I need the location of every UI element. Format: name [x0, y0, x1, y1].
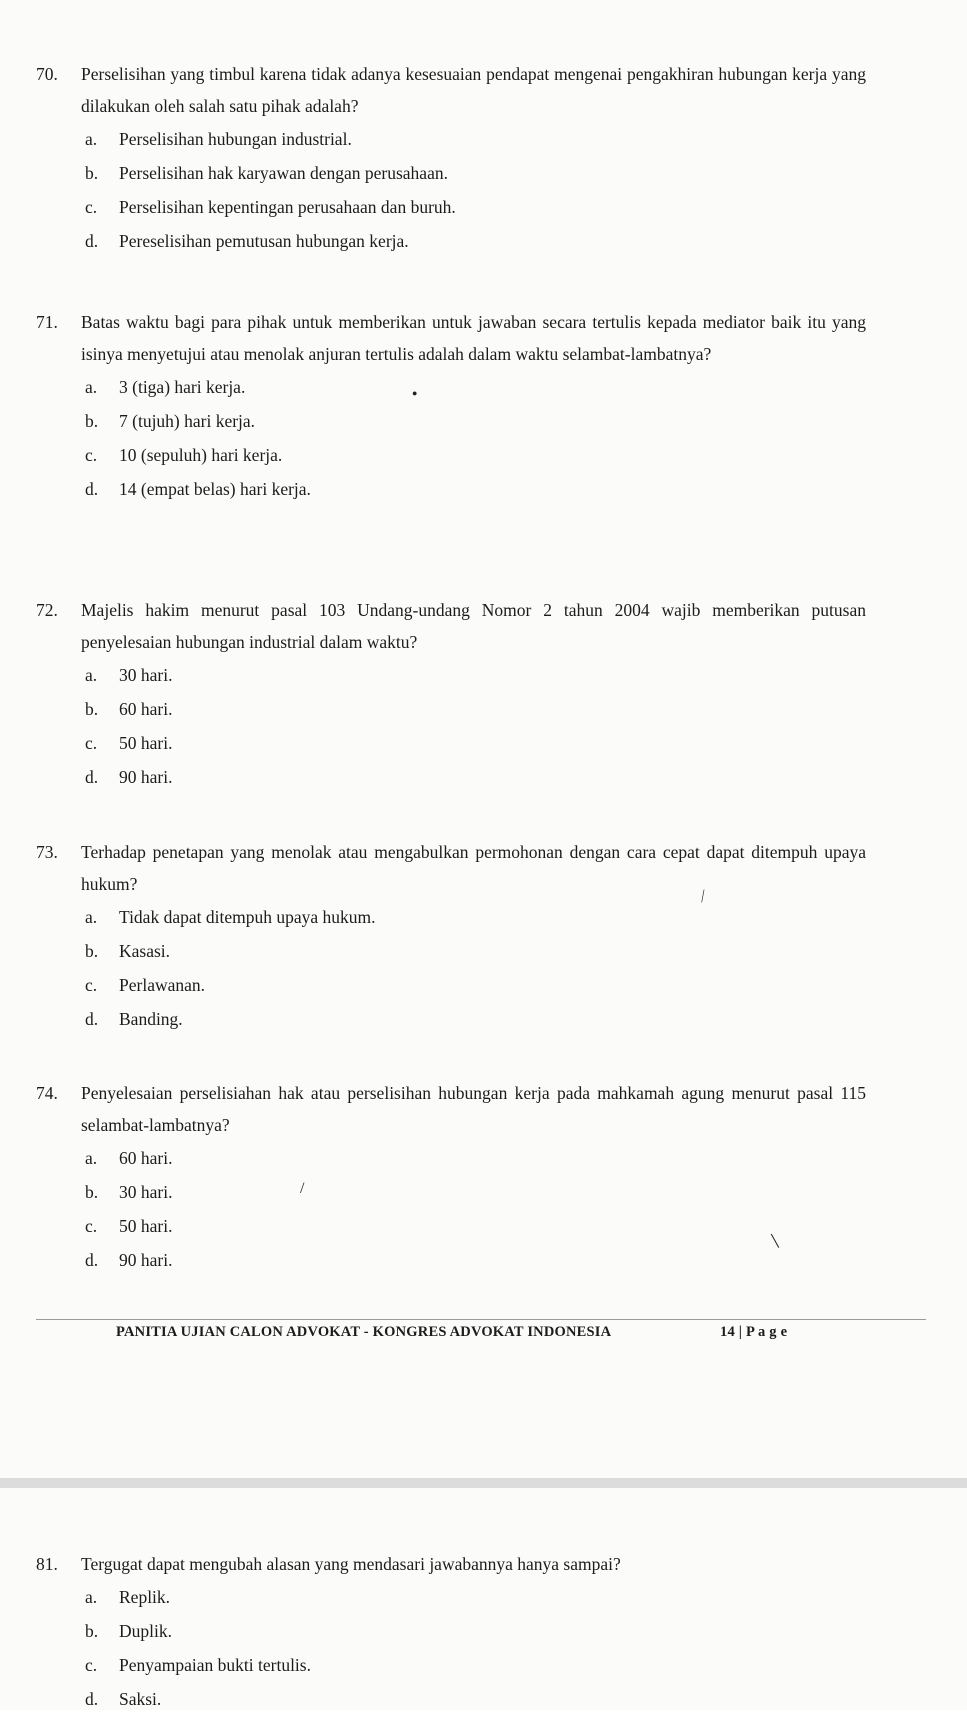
option-list [36, 1580, 866, 1716]
option-b [85, 404, 866, 438]
question-text: 74. Penyelesaian perselisiahan hak atau perselisihan hubungan kerja pada mahkamah agung menurut pasal 115 selambat-lambatnya? [36, 1077, 866, 1141]
question-number: 72. [36, 600, 58, 620]
option-text: Kasasi. [119, 941, 171, 961]
option-text: Penyampaian bukti tertulis. [119, 1655, 311, 1675]
pen-stroke-mark: / [300, 1180, 305, 1197]
option-c [85, 1648, 866, 1682]
option-text: Pereselisihan pemutusan hubungan kerja. [119, 231, 409, 251]
option-list [36, 658, 866, 794]
option-text: Perlawanan. [119, 975, 206, 995]
option-letter: b. [85, 699, 99, 719]
option-letter: d. [85, 231, 99, 251]
option-b [85, 1614, 866, 1648]
option-text: Saksi. [119, 1689, 162, 1709]
option-d [85, 1682, 866, 1716]
option-text: 7 (tujuh) hari kerja. [119, 411, 256, 431]
option-letter: d. [85, 1689, 99, 1709]
option-letter: b. [85, 163, 99, 183]
question-number: 81. [36, 1554, 58, 1574]
option-b [85, 1175, 866, 1209]
question-81 [36, 1548, 866, 1716]
option-letter: a. [85, 1587, 98, 1607]
option-letter: d. [85, 1250, 99, 1270]
question-number: 71. [36, 312, 58, 332]
option-letter: b. [85, 1621, 99, 1641]
option-text: Tidak dapat ditempuh upaya hukum. [119, 907, 376, 927]
option-text: Duplik. [119, 1621, 172, 1641]
pen-dot-mark: ● [412, 388, 418, 398]
option-d [85, 224, 866, 258]
option-letter: c. [85, 197, 98, 217]
option-letter: a. [85, 665, 98, 685]
option-letter: d. [85, 1009, 99, 1029]
option-a [85, 900, 866, 934]
option-letter: c. [85, 975, 98, 995]
option-text: 30 hari. [119, 1182, 173, 1202]
option-list [36, 122, 866, 258]
option-text: 50 hari. [119, 733, 173, 753]
option-letter: a. [85, 1148, 98, 1168]
option-letter: a. [85, 377, 98, 397]
option-letter: b. [85, 411, 99, 431]
option-text: 60 hari. [119, 1148, 173, 1168]
option-letter: a. [85, 907, 98, 927]
page-separator [0, 1478, 967, 1488]
option-c [85, 968, 866, 1002]
question-number: 73. [36, 842, 58, 862]
document-page-2 [0, 1488, 967, 1710]
option-letter: c. [85, 1655, 98, 1675]
option-text: Banding. [119, 1009, 183, 1029]
option-letter: d. [85, 479, 99, 499]
option-text: 50 hari. [119, 1216, 173, 1236]
option-letter: c. [85, 733, 98, 753]
option-d [85, 1243, 866, 1277]
option-a [85, 370, 866, 404]
option-a [85, 122, 866, 156]
option-c [85, 438, 866, 472]
option-b [85, 692, 866, 726]
question-number: 74. [36, 1083, 58, 1103]
option-list [36, 1141, 866, 1277]
option-a [85, 658, 866, 692]
pen-stroke-mark: \ [769, 1227, 781, 1254]
option-d [85, 760, 866, 794]
question-text: 71. Batas waktu bagi para pihak untuk memberikan untuk jawaban secara tertulis kepada mediator baik itu yang isinya menyetujui atau menolak anjuran tertulis adalah dalam waktu selambat-lambatnya? [36, 306, 866, 370]
option-letter: d. [85, 767, 99, 787]
option-letter: b. [85, 1182, 99, 1202]
option-d [85, 1002, 866, 1036]
question-text: 73. Terhadap penetapan yang menolak atau mengabulkan permohonan dengan cara cepat dapat ditempuh upaya hukum? [36, 836, 866, 900]
option-text: Perselisihan kepentingan perusahaan dan buruh. [119, 197, 456, 217]
option-text: Replik. [119, 1587, 171, 1607]
option-text: Perselisihan hubungan industrial. [119, 129, 352, 149]
option-text: Perselisihan hak karyawan dengan perusahaan. [119, 163, 448, 183]
option-d [85, 472, 866, 506]
footer-divider [36, 1319, 926, 1320]
option-c [85, 726, 866, 760]
question-74 [36, 1077, 866, 1277]
question-72 [36, 594, 866, 794]
option-letter: b. [85, 941, 99, 961]
question-number: 70. [36, 64, 58, 84]
option-a [85, 1580, 866, 1614]
option-text: 90 hari. [119, 1250, 173, 1270]
option-text: 60 hari. [119, 699, 173, 719]
question-text: 70. Perselisihan yang timbul karena tidak adanya kesesuaian pendapat mengenai pengakhiran hubungan kerja yang dilakukan oleh salah satu pihak adalah? [36, 58, 866, 122]
option-text: 14 (empat belas) hari kerja. [119, 479, 311, 499]
option-text: 10 (sepuluh) hari kerja. [119, 445, 283, 465]
option-list [36, 370, 866, 506]
question-text: 81. Tergugat dapat mengubah alasan yang mendasari jawabannya hanya sampai? [36, 1548, 866, 1580]
question-71 [36, 306, 866, 506]
option-a [85, 1141, 866, 1175]
option-b [85, 156, 866, 190]
option-c [85, 190, 866, 224]
pen-stroke-mark: ⁄ [698, 888, 708, 905]
option-c [85, 1209, 866, 1243]
footer-title: PANITIA UJIAN CALON ADVOKAT - KONGRES ADVOKAT INDONESIA [116, 1324, 612, 1340]
option-letter: a. [85, 129, 98, 149]
question-73 [36, 836, 866, 1036]
option-letter: c. [85, 1216, 98, 1236]
option-letter: c. [85, 445, 98, 465]
option-list [36, 900, 866, 1036]
page-number: 14 | P a g e [720, 1324, 788, 1340]
question-70 [36, 58, 866, 258]
option-text: 30 hari. [119, 665, 173, 685]
question-text: 72. Majelis hakim menurut pasal 103 Undang-undang Nomor 2 tahun 2004 wajib memberikan putusan penyelesaian hubungan industrial dalam waktu? [36, 594, 866, 658]
option-text: 3 (tiga) hari kerja. [119, 377, 246, 397]
option-b [85, 934, 866, 968]
option-text: 90 hari. [119, 767, 173, 787]
